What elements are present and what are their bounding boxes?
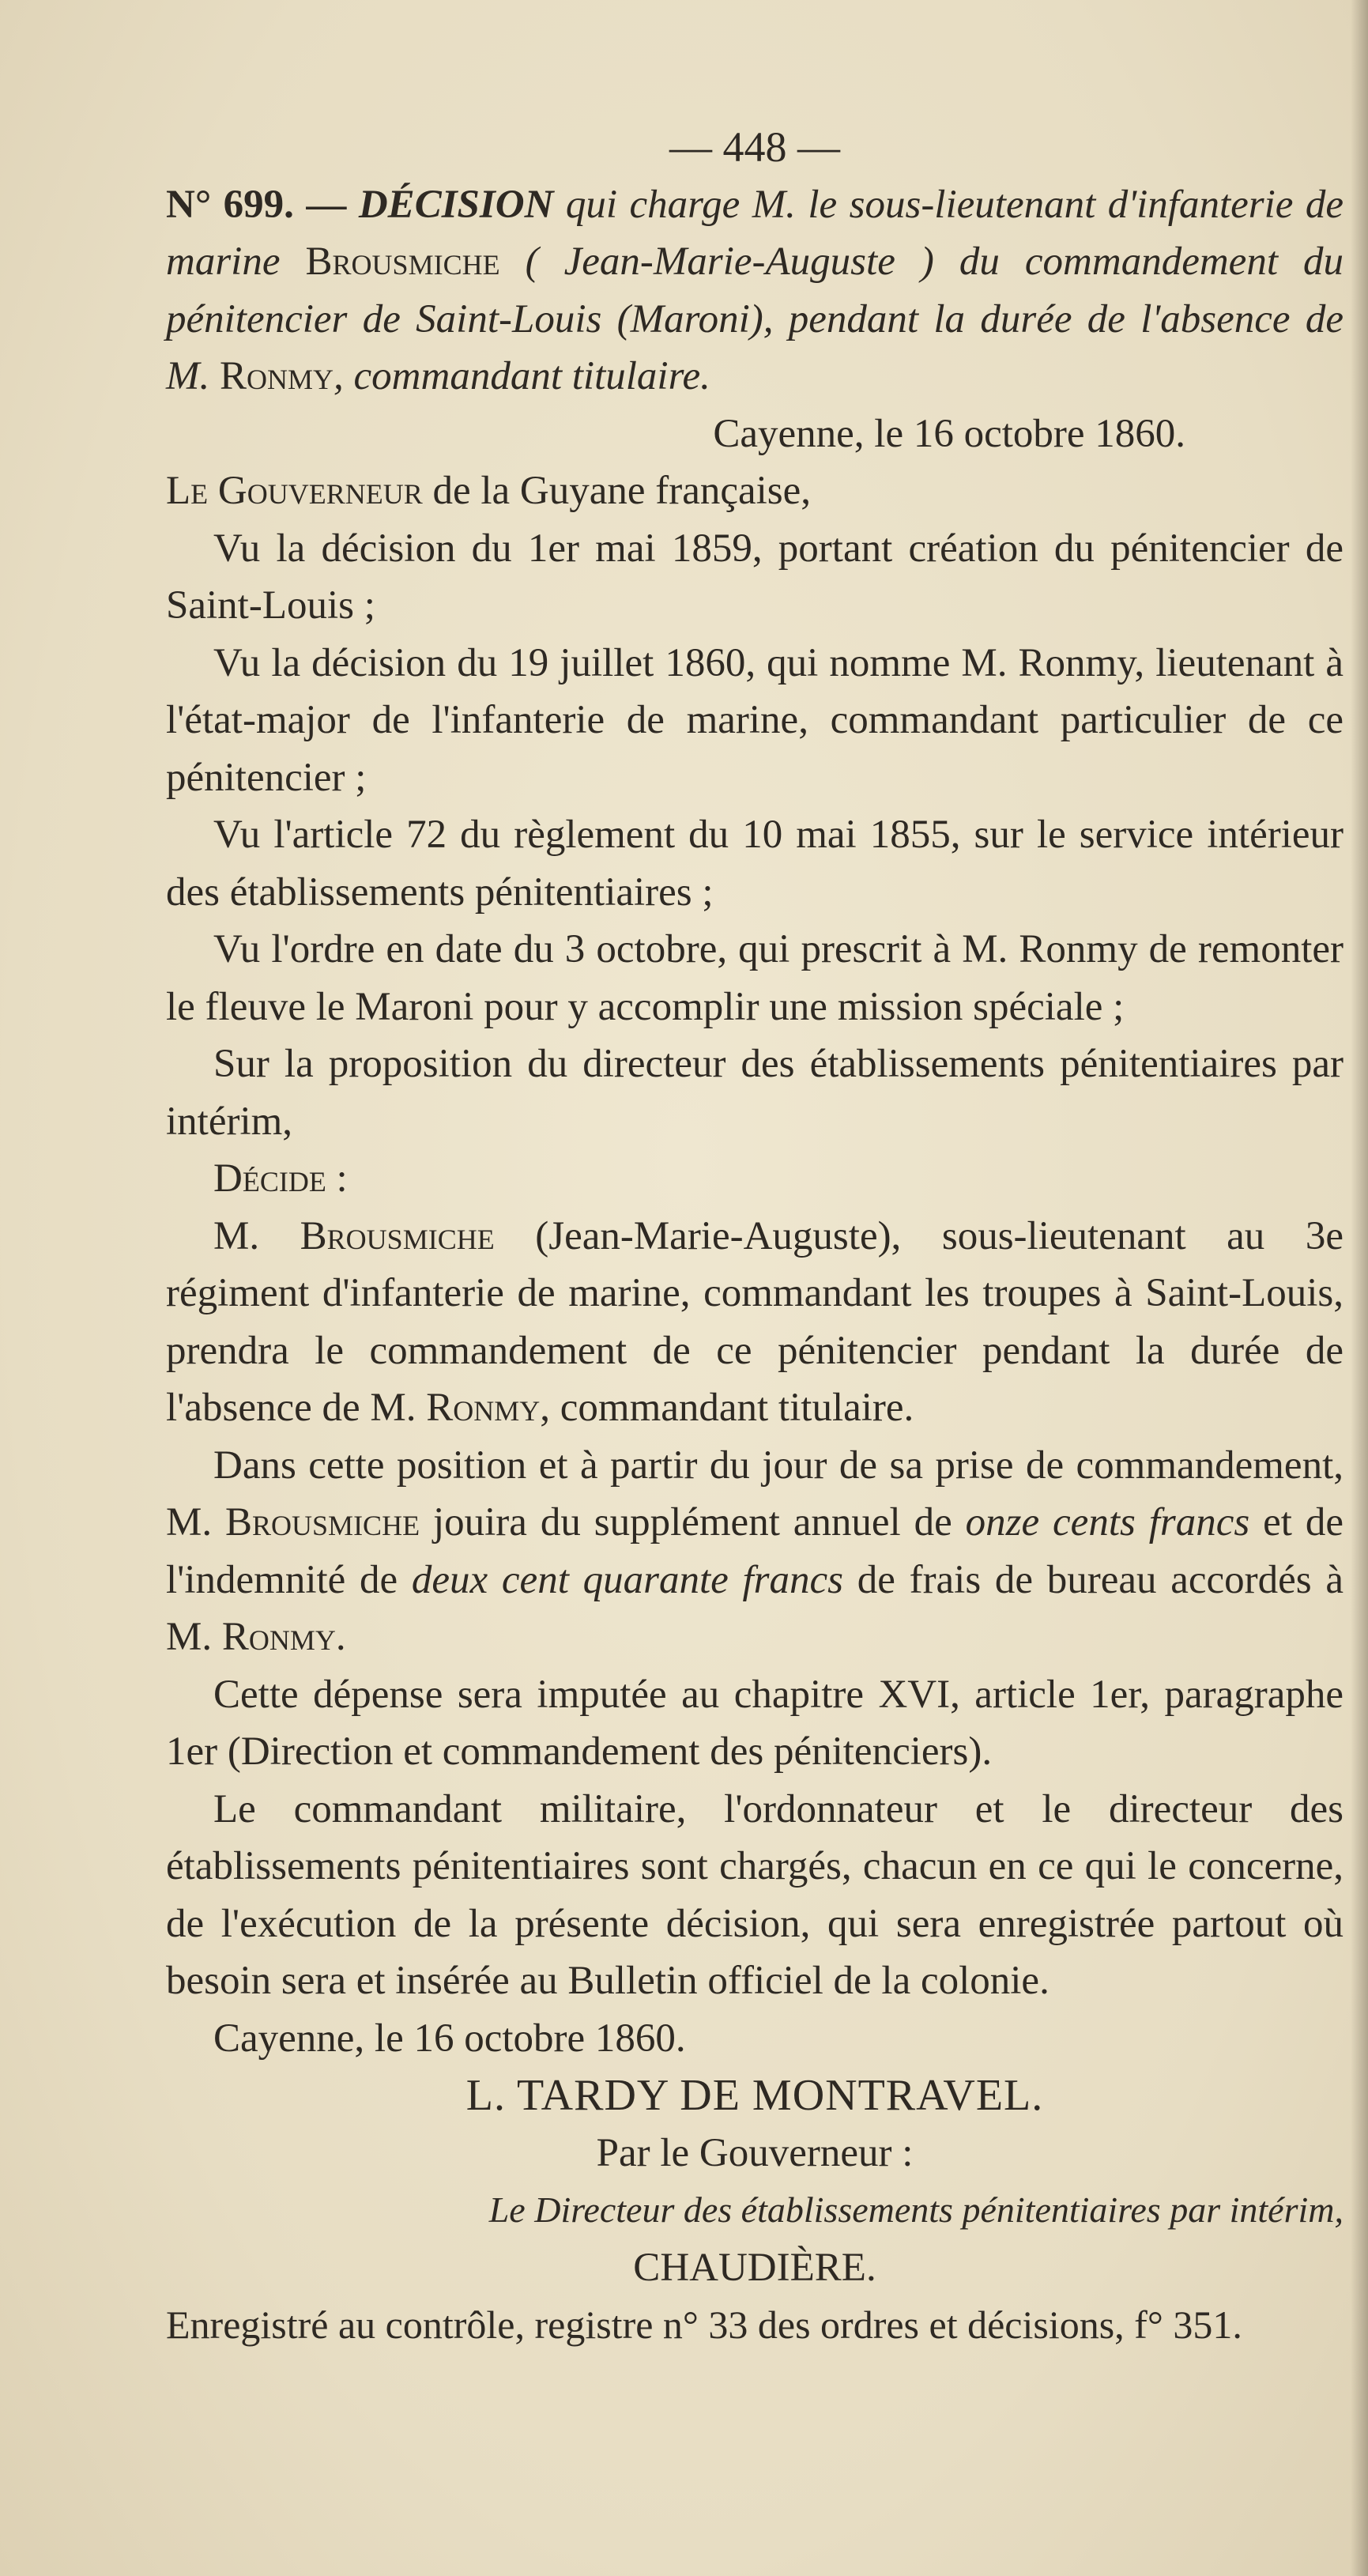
- heading-text: qui charge M. le sous-lieutenant d'infanterie de marine: [166, 182, 1344, 284]
- a2-italic-2: deux cent quarante francs: [411, 1557, 843, 1602]
- a2-dot: .: [335, 1615, 346, 1659]
- a2-mid: jouira du supplément annuel de: [432, 1500, 952, 1544]
- a2-mid2: et de l'indemnité de: [166, 1500, 1344, 1602]
- considerant-1: Vu la décision du 1er mai 1859, portant création du pénitencier de Saint-Louis ;: [166, 526, 1344, 628]
- page-number: — 448 —: [669, 123, 840, 171]
- decision-heading: [166, 176, 1344, 405]
- a2-italic-1: onze cents francs: [965, 1500, 1250, 1544]
- page-edge-shadow: [1351, 0, 1368, 2576]
- heading-text2: ( Jean-Marie-Auguste ) du commandement du pénitencier de Saint-Louis (Maroni), pendant la durée de l'absence de M.: [166, 239, 1344, 398]
- considerant-2: Vu la décision du 19 juillet 1860, qui nomme M. Ronmy, lieutenant à l'état-major de l'infanterie de marine, commandant particulier de ce pénitencier ;: [166, 640, 1344, 800]
- a1-end: , commandant titulaire.: [540, 1386, 914, 1430]
- a1-name: Brousmiche: [300, 1213, 495, 1258]
- heading-name: Brousmiche: [305, 239, 500, 284]
- closing-date: Cayenne, le 16 octobre 1860.: [213, 2016, 686, 2061]
- a2-name: Brousmiche: [225, 1500, 420, 1544]
- heading-name2: Ronmy: [219, 354, 334, 398]
- document-body: [166, 119, 1344, 2354]
- article-1: [166, 1208, 1344, 1437]
- considerant-3: Vu l'article 72 du règlement du 10 mai 1855, sur le service intérieur des établissements pénitentiaires ;: [166, 813, 1344, 915]
- par-le-gouverneur: Par le Gouverneur :: [596, 2130, 914, 2175]
- a1-name2: Ronmy: [426, 1386, 541, 1430]
- governor-title: Le Gouverneur: [166, 469, 423, 513]
- directeur-title: Le Directeur des établissements pénitentiaires par intérim,: [488, 2189, 1344, 2230]
- considerant-5: Sur la proposition du directeur des établissements pénitentiaires par intérim,: [166, 1042, 1344, 1144]
- decision-number: N° 699. —: [166, 182, 347, 227]
- article-3: Cette dépense sera imputée au chapitre XVI, article 1er, paragraphe 1er (Direction et commandement des pénitenciers).: [166, 1672, 1344, 1774]
- considerant-4: Vu l'ordre en date du 3 octobre, qui prescrit à M. Ronmy de remonter le fleuve le Maroni pour y accomplir une mission spéciale ;: [166, 927, 1344, 1029]
- decision-label: DÉCISION: [358, 182, 554, 227]
- a2-name2: Ronmy: [221, 1615, 336, 1659]
- directeur-name: CHAUDIÈRE.: [633, 2245, 876, 2290]
- signature: L. TARDY DE MONTRAVEL.: [465, 2071, 1044, 2120]
- governor-line: [166, 462, 1344, 520]
- a2-end: de frais de bureau accordés à M.: [166, 1557, 1344, 1659]
- decide-label: Décide :: [213, 1156, 348, 1201]
- a2-start: Dans cette position et à partir du jour de sa prise de commandement, M.: [166, 1443, 1344, 1544]
- a1-text: (Jean-Marie-Auguste), sous-lieutenant au 3e régiment d'infanterie de marine, commandant les troupes à Saint-Louis, prendra le commandement de ce pénitencier pendant la durée de l'absence de M.: [166, 1213, 1344, 1430]
- governor-rest: de la Guyane française,: [432, 469, 812, 513]
- heading-text3: , commandant titulaire.: [334, 354, 710, 398]
- a1-start: M.: [213, 1213, 260, 1258]
- dateline: Cayenne, le 16 octobre 1860.: [713, 411, 1185, 456]
- article-4: Le commandant militaire, l'ordonnateur et le directeur des établissements pénitentiaires sont chargés, chacun en ce qui le concerne, de l'exécution de la présente décision, qui sera enregistrée partout où besoin sera et insérée au Bulletin officiel de la colonie.: [166, 1786, 1344, 2003]
- registration-note: Enregistré au contrôle, registre n° 33 des ordres et décisions, f° 351.: [166, 2303, 1242, 2347]
- article-2: [166, 1437, 1344, 1666]
